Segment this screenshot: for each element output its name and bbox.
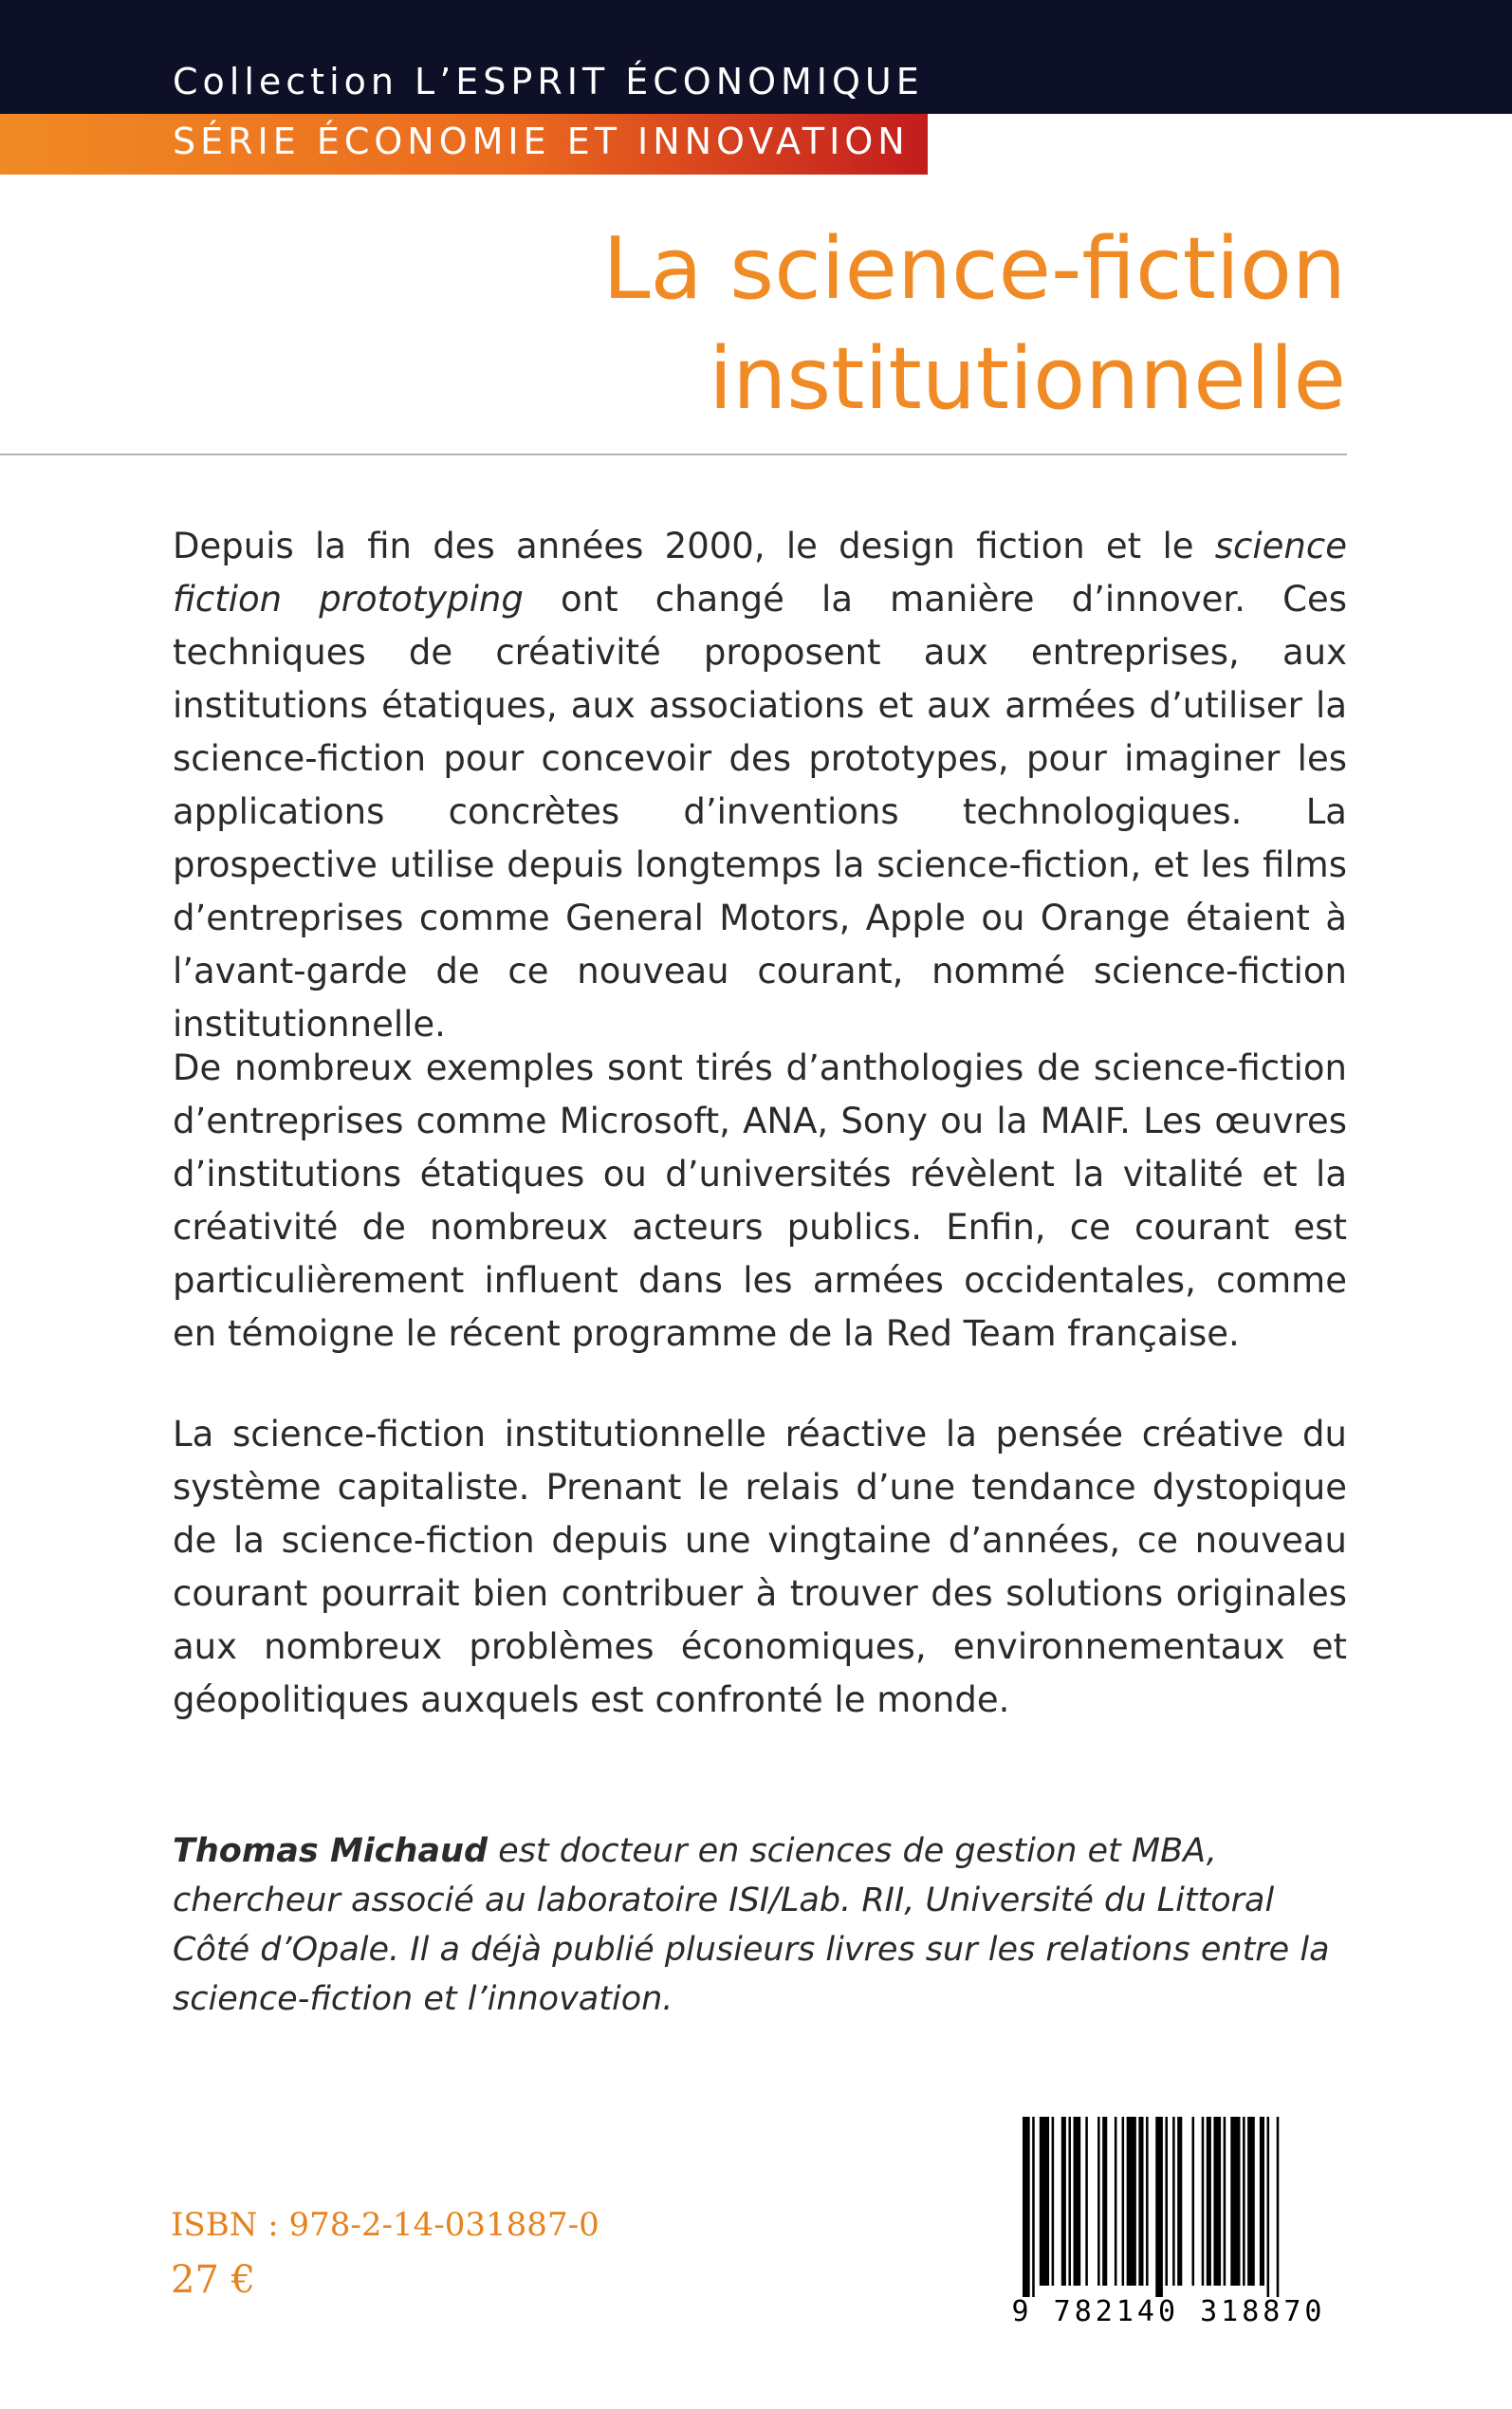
barcode-bar xyxy=(1243,2117,1245,2286)
barcode-bar xyxy=(1138,2117,1143,2286)
blurb-paragraph-3: La science-fiction institutionnelle réactive la pensée créative du système capitaliste. Prenant le relais d’une tendance dystopique de la science-fiction depuis une vingtaine d’années, ce nouveau courant pourrait bien contribuer à trouver des solutions originales aux nombreux problèmes économiques, environnementaux et géopolitiques auxquels est confronté le monde. xyxy=(173,1414,1347,1720)
barcode-bar xyxy=(1085,2117,1088,2286)
barcode-bar xyxy=(1230,2117,1240,2286)
author-bio xyxy=(173,1826,1347,2024)
barcode-bar xyxy=(1207,2117,1211,2286)
book-title-line-1: La science-fiction xyxy=(602,219,1346,319)
barcode-bar xyxy=(1122,2117,1125,2286)
barcode-bar xyxy=(1165,2117,1168,2286)
blurb-paragraph-1-end: ont changé la manière d’innover. Ces techniques de créativité proposent aux entreprises, aux institutions étatiques, aux associations et aux armées d’utiliser la science-fiction pour concevoir des prototypes, pour imaginer les applications concrètes d’inventions technologiques. La prospective utilise depuis longtemps la science-fiction, et les films d’entreprises comme General Motors, Apple ou Orange étaient à l’avant-garde de ce nouveau courant, nommé science-fiction institutionnelle. xyxy=(173,579,1347,1045)
blurb-paragraph-1-start: Depuis la fin des années 2000, le design fiction et le xyxy=(173,526,1215,566)
barcode-bar xyxy=(1267,2117,1270,2297)
isbn-label: ISBN : 978-2-14-031887-0 xyxy=(171,2206,599,2244)
blurb-paragraph-1 xyxy=(173,520,1347,1051)
author-name: Thomas Michaud xyxy=(173,1832,489,1870)
barcode-bar xyxy=(1177,2117,1182,2286)
barcode-bar xyxy=(1097,2117,1100,2286)
barcode-bar xyxy=(1061,2117,1066,2286)
barcode-bar xyxy=(1277,2117,1280,2297)
barcode-bar xyxy=(1032,2117,1035,2297)
barcode-bar xyxy=(1247,2117,1255,2286)
barcode-bar xyxy=(1172,2117,1175,2286)
barcode-bar xyxy=(1202,2117,1205,2286)
blurb-paragraph-1-italic: science fiction prototyping xyxy=(173,526,1347,620)
collection-label: Collection L’ESPRIT ÉCONOMIQUE xyxy=(173,61,924,102)
barcode-bar xyxy=(1023,2117,1030,2297)
book-title-line-2: institutionnelle xyxy=(709,329,1346,429)
author-bio-text: est docteur en sciences de gestion et MBA, chercheur associé au laboratoire ISI/Lab. RII, Université du Littoral Côté d’Opale. Il a déjà publié plusieurs livres sur les relations entre la science-fiction et l’innovation. xyxy=(173,1832,1330,2018)
barcode-bar xyxy=(1068,2117,1071,2286)
series-label: SÉRIE ÉCONOMIE ET INNOVATION xyxy=(173,120,910,162)
barcode-bar xyxy=(1102,2117,1107,2286)
barcode-number: 9 782140 318870 xyxy=(1011,2295,1326,2328)
barcode-bar xyxy=(1155,2117,1163,2297)
barcode xyxy=(1004,2109,1334,2328)
barcode-bar xyxy=(1192,2117,1195,2286)
blurb-paragraph-2: De nombreux exemples sont tirés d’anthologies de science-fiction d’entreprises comme Microsoft, ANA, Sony ou la MAIF. Les œuvres d’institutions étatiques ou d’universités révèlent la vitalité et la créativité de nombreux acteurs publics. Enfin, ce courant est particulièrement influent dans les armées occidentales, comme en témoigne le récent programme de la Red Team française. xyxy=(173,1047,1347,1354)
barcode-bar xyxy=(1074,2117,1081,2286)
barcode-bar xyxy=(1213,2117,1221,2286)
barcode-bar xyxy=(1260,2117,1264,2286)
barcode-bar xyxy=(1115,2117,1117,2286)
barcode-bar xyxy=(1224,2117,1226,2286)
barcode-bar xyxy=(1146,2117,1149,2286)
price-label: 27 € xyxy=(171,2258,256,2302)
barcode-bar xyxy=(1052,2117,1055,2286)
title-divider xyxy=(0,454,1347,455)
barcode-bars xyxy=(1004,2109,1334,2299)
book-title xyxy=(208,214,1346,435)
barcode-bar xyxy=(1127,2117,1136,2286)
barcode-bar xyxy=(1040,2117,1049,2286)
